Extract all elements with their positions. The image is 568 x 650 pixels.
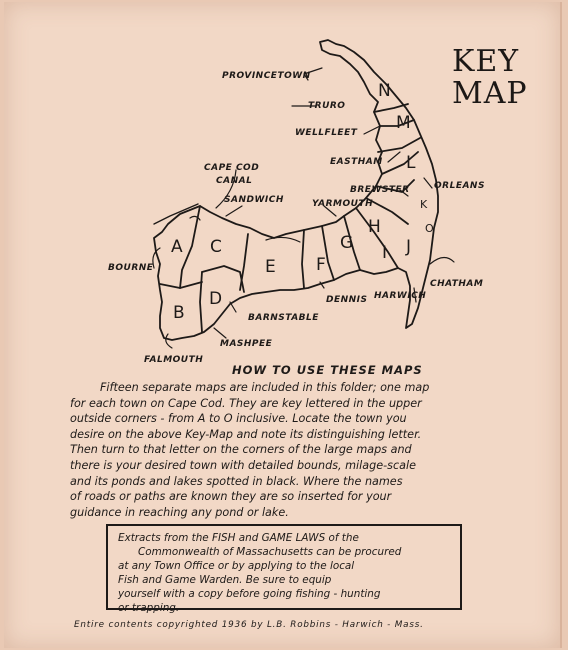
key-map-title (452, 46, 532, 110)
label-dennis: DENNIS (326, 295, 368, 305)
region-letter-e: E (265, 257, 276, 277)
label-canal-line2: CANAL (216, 176, 253, 186)
label-orleans: ORLEANS (434, 181, 485, 191)
instructions-line: Fifteen separate maps are included in this folder; one map (100, 381, 430, 394)
label-barnstable: BARNSTABLE (248, 313, 319, 323)
label-sandwich: SANDWICH (224, 195, 284, 205)
label-harwich: HARWICH (374, 291, 427, 301)
label-bourne: BOURNE (108, 263, 154, 273)
region-letter-o: O (425, 222, 434, 235)
law-line: or trapping. (118, 602, 180, 614)
law-line: Commonwealth of Massachusetts can be procured (138, 546, 402, 558)
law-line: at any Town Office or by applying to the local (118, 560, 355, 572)
instructions-line: guidance in reaching any pond or lake. (70, 505, 289, 519)
label-eastham: EASTHAM (330, 157, 383, 167)
key-map-title-line1: KEY (452, 44, 520, 79)
law-line: Fish and Game Warden. Be sure to equip (118, 574, 332, 586)
region-letter-k: K (420, 198, 428, 211)
region-letter-j: J (406, 237, 412, 257)
instructions-line: there is your desired town with detailed bounds, milage-scale (70, 458, 416, 472)
label-wellfleet: WELLFLEET (295, 128, 358, 138)
region-letter-d: D (209, 289, 223, 309)
instructions-line: desire on the above Key-Map and note its distinguishing letter. (70, 427, 422, 441)
region-letter-g: G (340, 233, 354, 253)
region-letter-l: L (406, 153, 416, 173)
region-letter-h: H (368, 217, 381, 237)
fish-game-laws-box (106, 524, 462, 614)
instructions-line: of roads or paths are known they are so inserted for your (70, 490, 392, 504)
map-folder-page (4, 2, 562, 648)
region-letter-n: N (378, 81, 391, 101)
instructions-line: Then turn to that letter on the corners of the large maps and (70, 443, 412, 457)
label-mashpee: MASHPEE (220, 339, 273, 349)
region-letter-f: F (316, 255, 326, 275)
region-letter-a: A (171, 237, 183, 257)
label-yarmouth: YARMOUTH (312, 199, 374, 209)
label-canal-line1: CAPE COD (204, 163, 260, 173)
instructions-line: for each town on Cape Cod. They are key lettered in the upper (70, 396, 422, 410)
region-letter-i: I (382, 243, 388, 263)
copyright-notice: Entire contents copyrighted 1936 by L.B. Robbins - Harwich - Mass. (74, 620, 424, 630)
label-chatham: CHATHAM (430, 279, 484, 289)
label-truro: TRURO (308, 101, 346, 111)
region-letter-b: B (173, 303, 185, 323)
label-falmouth: FALMOUTH (144, 355, 204, 362)
instructions-line: and its ponds and lakes spotted in black. Where the names (70, 474, 403, 488)
label-provincetown: PROVINCETOWN (222, 71, 311, 81)
key-map-title-line2: MAP (452, 76, 528, 111)
law-line: yourself with a copy before going fishing - hunting (118, 588, 381, 600)
instructions-line: outside corners - from A to O inclusive. Locate the town you (70, 412, 407, 426)
instructions-body (70, 380, 524, 520)
instructions-title: HOW TO USE THESE MAPS (232, 363, 423, 377)
region-letter-m: M (396, 113, 411, 133)
law-line: Extracts from the FISH and GAME LAWS of the (118, 532, 359, 544)
label-brewster: BREWSTER (350, 185, 410, 195)
region-letter-c: C (210, 237, 222, 257)
